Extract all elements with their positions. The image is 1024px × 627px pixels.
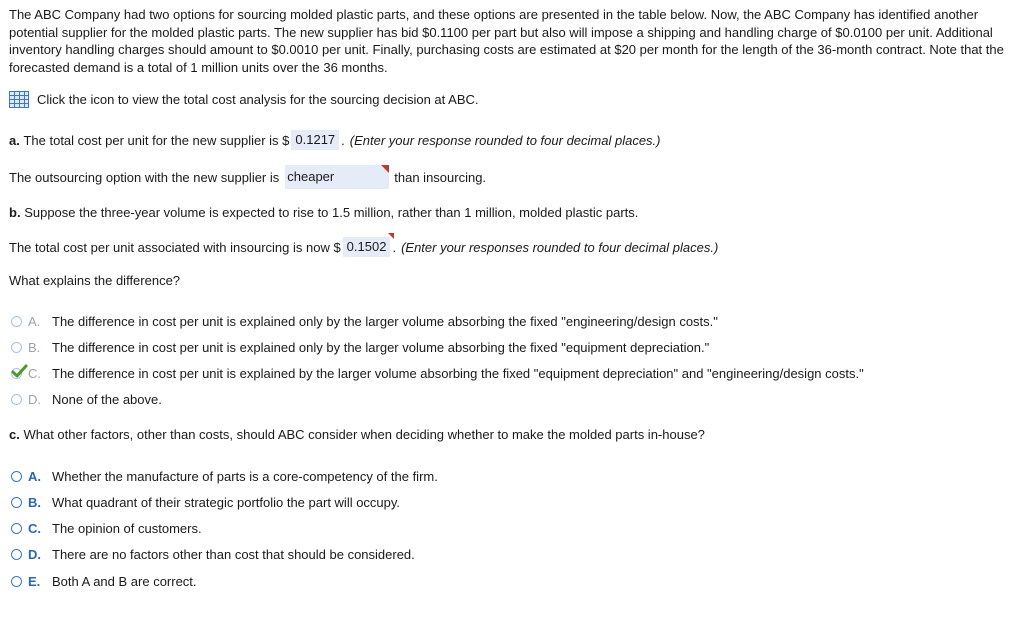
- table-link-text: Click the icon to view the total cost analysis for the sourcing decision at ABC.: [37, 92, 479, 107]
- explain-option-d[interactable]: D. None of the above.: [11, 392, 162, 407]
- explain-option-c[interactable]: C. The difference in cost per unit is explained by the larger volume absorbing the fixed "equipment depreciation" and "engineering/design costs.": [11, 366, 864, 381]
- outsourcing-after: than insourcing.: [394, 169, 487, 185]
- factor-option-b[interactable]: B. What quadrant of their strategic portfolio the part will occupy.: [11, 495, 400, 510]
- part-c-text: What other factors, other than costs, should ABC consider when deciding whether to make the molded parts in-house?: [23, 427, 705, 442]
- radio-button-selected[interactable]: [11, 368, 22, 379]
- radio-button[interactable]: [11, 471, 22, 482]
- part-a-question: [9, 130, 661, 150]
- problem-intro: The ABC Company had two options for sourcing molded plastic parts, and these options are presented in the table below. Now, the ABC Company has identified another potential supplier for the molded plastic parts. The new supplier has bid $0.1100 per part but also will impose a shipping and handling charge of $0.0100 per unit. Additional inventory handling charges should amount to $0.0010 per unit. Finally, purchasing costs are estimated at $20 per month for the length of the 36-month contract. Note that the forecasted demand is a total of 1 million units over the 36 months.: [9, 7, 1004, 75]
- part-a-period: .: [341, 132, 345, 148]
- insourcing-hint: (Enter your responses rounded to four decimal places.): [401, 239, 719, 255]
- option-text: The difference in cost per unit is explained only by the larger volume absorbing the fixed "engineering/design costs.": [52, 314, 718, 329]
- part-b-text: Suppose the three-year volume is expected to rise to 1.5 million, rather than 1 million, molded plastic parts.: [24, 205, 639, 220]
- explain-option-b[interactable]: B. The difference in cost per unit is explained only by the larger volume absorbing the fixed "equipment depreciation.": [11, 340, 709, 355]
- explain-option-a[interactable]: A. The difference in cost per unit is explained only by the larger volume absorbing the fixed "engineering/design costs.": [11, 314, 718, 329]
- option-text: Both A and B are correct.: [52, 574, 197, 589]
- option-text: Whether the manufacture of parts is a core-competency of the firm.: [52, 469, 438, 484]
- option-text: The opinion of customers.: [52, 521, 202, 536]
- radio-button[interactable]: [11, 576, 22, 587]
- radio-button[interactable]: [11, 342, 22, 353]
- option-text: None of the above.: [52, 392, 162, 407]
- option-text: The difference in cost per unit is explained only by the larger volume absorbing the fixed "equipment depreciation.": [52, 340, 710, 355]
- part-c-label: c.: [9, 427, 20, 442]
- radio-button[interactable]: [11, 316, 22, 327]
- insourcing-period: .: [392, 239, 397, 255]
- insourcing-question: [9, 237, 718, 257]
- factor-option-c[interactable]: C. The opinion of customers.: [11, 521, 202, 536]
- radio-button[interactable]: [11, 497, 22, 508]
- radio-button[interactable]: [11, 394, 22, 405]
- radio-button[interactable]: [11, 549, 22, 560]
- outsourcing-text: The outsourcing option with the new supplier is: [9, 169, 280, 185]
- option-text: What quadrant of their strategic portfolio the part will occupy.: [52, 495, 401, 510]
- radio-button[interactable]: [11, 523, 22, 534]
- part-c-question: [9, 427, 705, 442]
- insourcing-answer[interactable]: 0.1502: [343, 237, 391, 257]
- option-text: There are no factors other than cost that should be considered.: [52, 547, 415, 562]
- factor-option-d[interactable]: D. There are no factors other than cost that should be considered.: [11, 547, 415, 562]
- outsourcing-question: [9, 165, 486, 189]
- option-text: The difference in cost per unit is explained by the larger volume absorbing the fixed "equipment depreciation" and "engineering/design costs.": [52, 366, 864, 381]
- part-a-text: The total cost per unit for the new supplier is $: [23, 132, 290, 148]
- explain-question: What explains the difference?: [9, 273, 181, 288]
- part-b-label: b.: [9, 205, 21, 220]
- part-a-hint: (Enter your response rounded to four decimal places.): [349, 132, 661, 148]
- table-icon[interactable]: [9, 91, 29, 108]
- part-b-question: [9, 205, 638, 220]
- insourcing-text: The total cost per unit associated with insourcing is now $: [9, 239, 341, 255]
- factor-option-a[interactable]: A. Whether the manufacture of parts is a core-competency of the firm.: [11, 469, 438, 484]
- part-a-answer[interactable]: 0.1217: [291, 130, 339, 150]
- checkmark-icon: [10, 364, 28, 380]
- outsourcing-select[interactable]: cheaper: [285, 165, 389, 189]
- factor-option-e[interactable]: E. Both A and B are correct.: [11, 574, 197, 589]
- part-a-label: a.: [9, 132, 20, 148]
- table-link-row: [9, 91, 479, 108]
